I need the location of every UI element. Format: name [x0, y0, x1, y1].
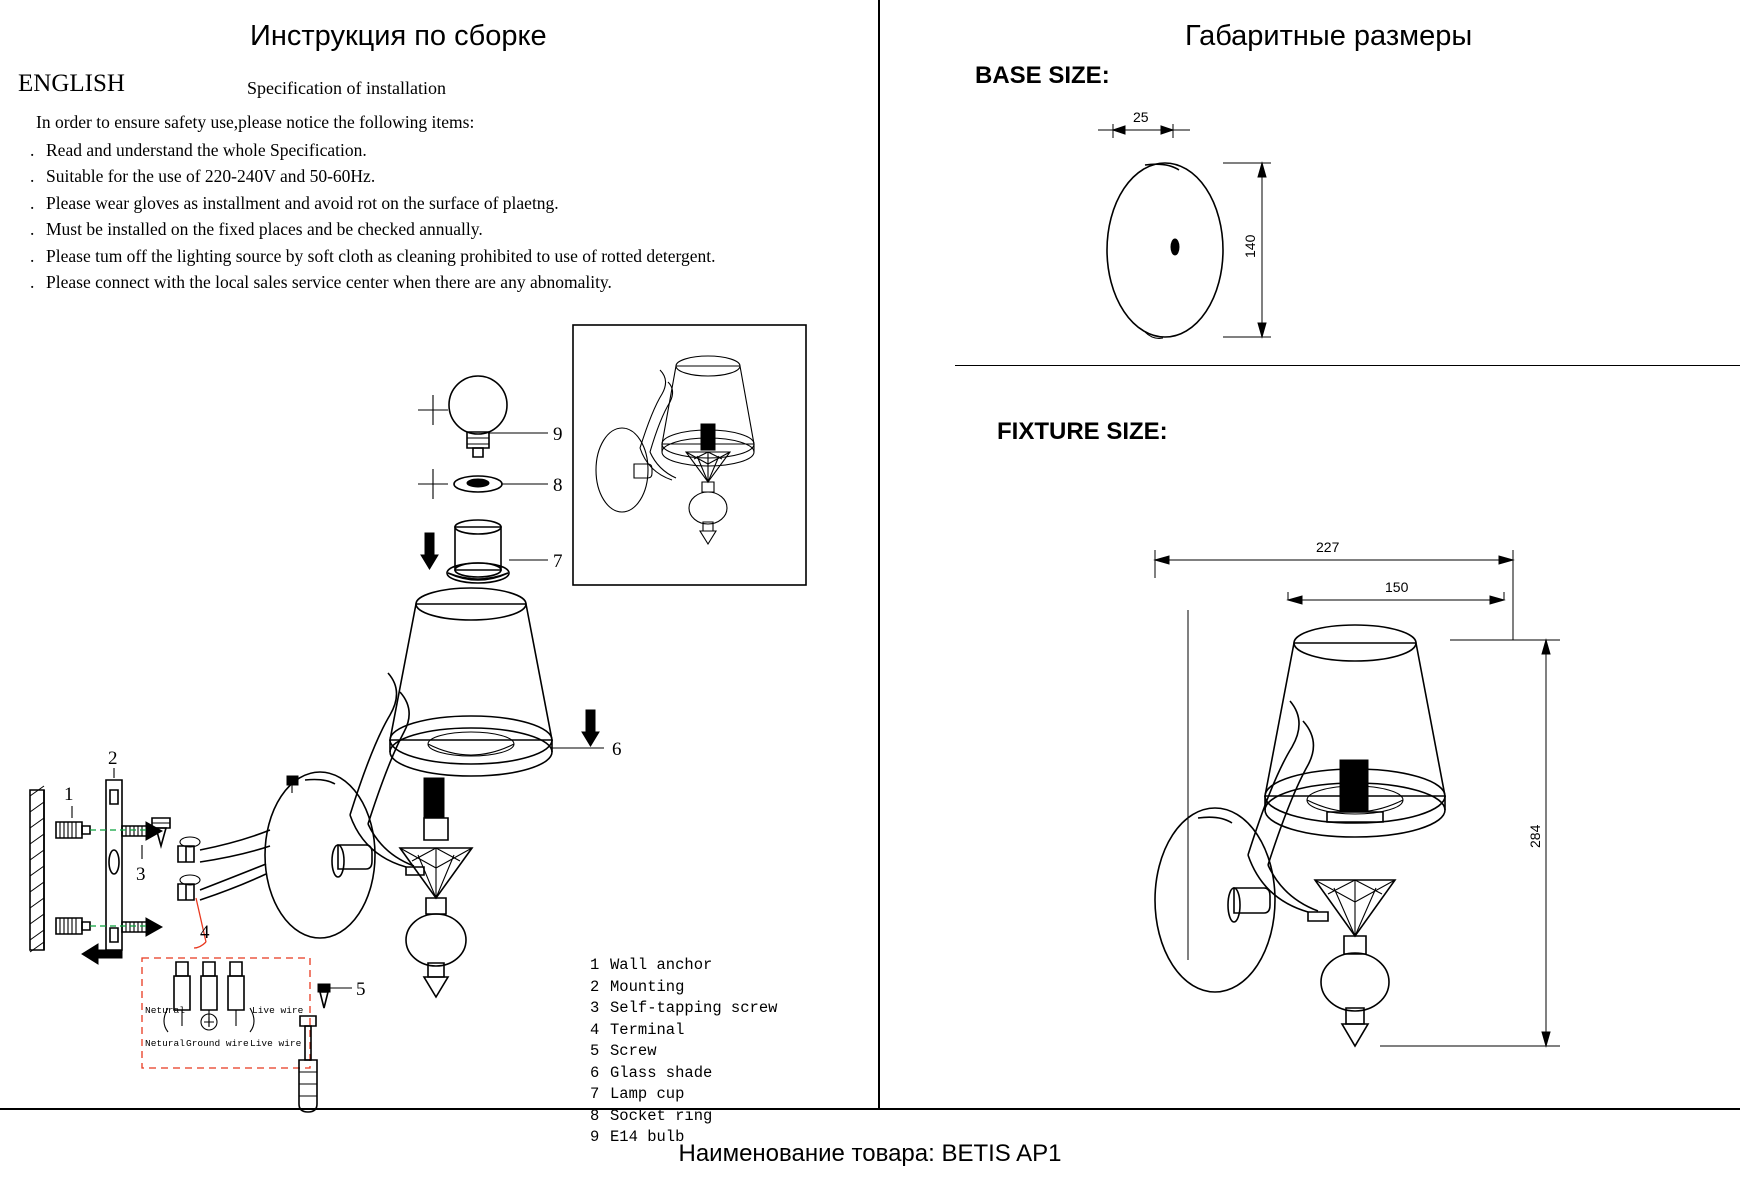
part-label: Screw	[610, 1042, 657, 1060]
part-number: 3	[590, 999, 600, 1017]
lamp-body-assembly	[265, 673, 472, 997]
assembled-preview-box	[573, 325, 806, 585]
wire-label-ground: Ground wire	[186, 1038, 249, 1049]
exploded-assembly-drawing	[30, 325, 806, 1112]
part-number: 8	[590, 1106, 600, 1125]
callout-label-9: 9	[553, 424, 563, 445]
wire-label-neutral-top: Netural	[145, 1005, 185, 1016]
dimension-projection: 227	[1316, 539, 1340, 555]
wire-label-live-bottom: Live wire	[250, 1038, 302, 1049]
part-label: Glass shade	[610, 1063, 713, 1082]
part-label: Socket ring	[610, 1106, 713, 1125]
bullet-dot: .	[30, 219, 35, 239]
instruction-lead: In order to ensure safety use,please notice the following items:	[36, 112, 475, 132]
callout-label-6: 6	[612, 739, 622, 760]
part-number: 9	[590, 1128, 600, 1146]
wire-label-neutral-bottom: Netural	[145, 1038, 185, 1049]
instruction-item-text: Must be installed on the fixed places and be checked annually.	[46, 219, 483, 239]
part-number: 5	[590, 1042, 600, 1060]
part-label: Wall anchor	[610, 956, 713, 974]
product-name-caption: Наименование товара: BETIS AP1	[678, 1140, 1062, 1167]
specification-title: Specification of installation	[247, 78, 446, 98]
part-number: 4	[590, 1020, 600, 1039]
base-size-drawing	[1098, 109, 1271, 338]
language-label: ENGLISH	[18, 70, 125, 97]
fixture-size-drawing	[1155, 539, 1560, 1046]
terminal-detail	[145, 962, 304, 1049]
bullet-dot: .	[30, 139, 35, 160]
callout-label-2: 2	[108, 748, 118, 769]
fixture-size-heading: FIXTURE SIZE:	[997, 418, 1168, 445]
bullet-dot: .	[30, 192, 35, 213]
part-number: 7	[590, 1085, 600, 1103]
bullet-dot: .	[30, 272, 35, 292]
dimension-height: 284	[1527, 824, 1543, 848]
terminal-wiring-group	[142, 830, 310, 1068]
screw-and-driver-group	[299, 979, 366, 1112]
part-number: 2	[590, 977, 600, 996]
bulb-part	[418, 376, 563, 457]
callout-label-7: 7	[553, 551, 563, 572]
bullet-dot: .	[30, 166, 35, 186]
instruction-item-text: Read and understand the whole Specification.	[46, 139, 367, 160]
callout-label-1: 1	[64, 784, 74, 805]
instruction-item-text: Please wear gloves as installment and avoid rot on the surface of plaetng.	[46, 192, 559, 213]
part-label: Self-tapping screw	[610, 999, 778, 1017]
instruction-item-text: Please connect with the local sales service center when there are any abnomality.	[46, 272, 612, 292]
dimension-base-height: 140	[1242, 234, 1258, 258]
dimension-base-depth: 25	[1133, 109, 1149, 125]
part-label: Lamp cup	[610, 1085, 685, 1103]
callout-label-5: 5	[356, 979, 366, 1000]
glass-shade-part	[390, 588, 622, 776]
page-title-left: Инструкция по сборке	[250, 20, 547, 52]
callout-label-8: 8	[553, 475, 563, 496]
wall-mounting-group	[30, 748, 170, 964]
callout-label-4: 4	[200, 922, 210, 943]
part-label: E14 bulb	[610, 1128, 685, 1146]
page-title-right: Габаритные размеры	[1185, 20, 1473, 52]
part-number: 6	[590, 1063, 600, 1082]
base-size-heading: BASE SIZE:	[975, 62, 1110, 89]
dimension-width: 150	[1385, 579, 1409, 595]
instruction-item-text: Please tum off the lighting source by soft cloth as cleaning prohibited to use of rotted detergent.	[46, 245, 716, 266]
part-label: Mounting	[610, 977, 685, 996]
wire-label-live-top: Live wire	[252, 1005, 304, 1016]
part-label: Terminal	[610, 1020, 685, 1039]
lamp-cup-part	[421, 520, 563, 583]
callout-label-3: 3	[136, 864, 146, 885]
socket-ring-part	[418, 469, 563, 499]
bullet-dot: .	[30, 245, 35, 266]
part-number: 1	[590, 956, 600, 974]
instruction-item-text: Suitable for the use of 220-240V and 50-60Hz.	[46, 166, 376, 186]
